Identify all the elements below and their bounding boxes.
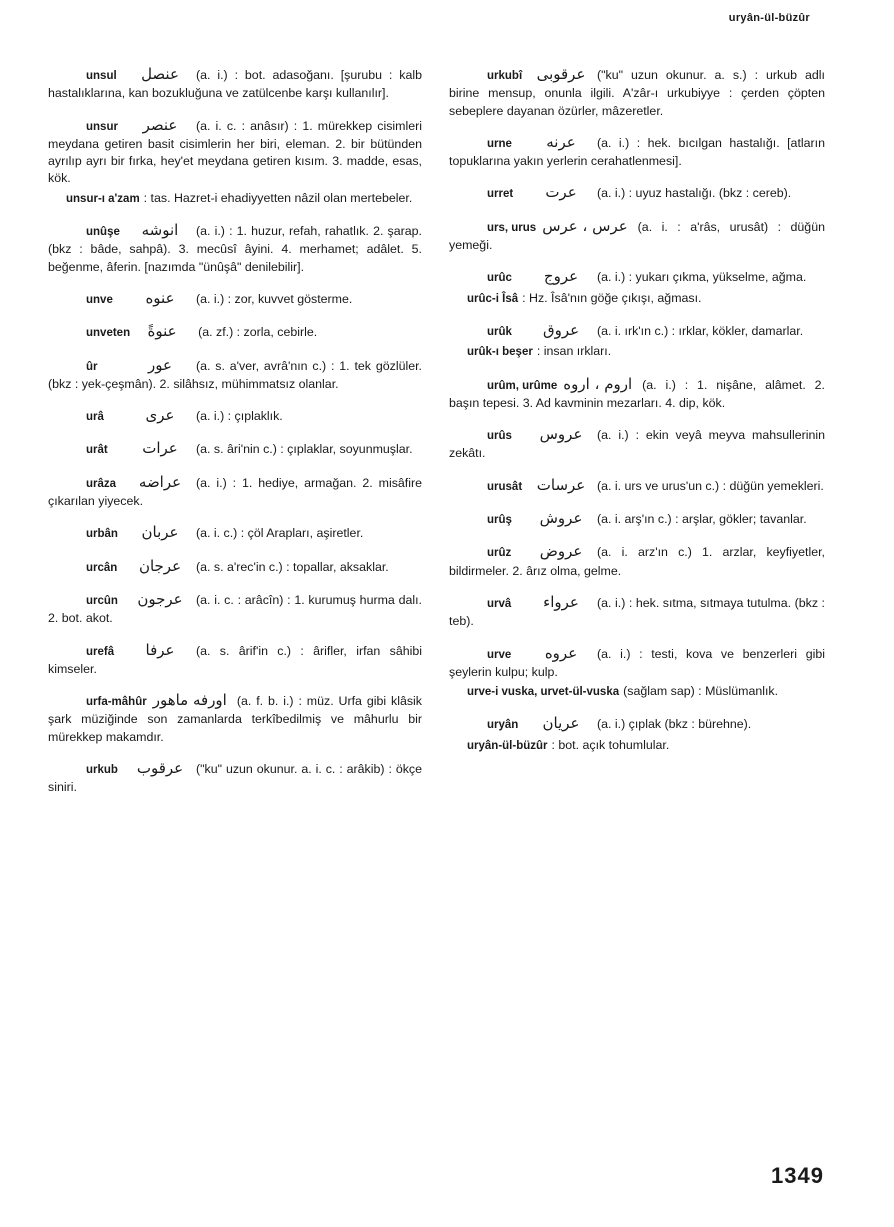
definition: (a. s. ârif'in c.) : ârifler, irfan sâhibi kimseler. <box>48 643 422 676</box>
definition: (a. zf.) : zorla, cebirle. <box>198 325 318 340</box>
arabic-script: عروج <box>543 267 579 286</box>
definition: (a. i.) : hek. bıcılgan hastalığı. [atların topuklarına yakın yerlerin cerahatlenmesi]. <box>449 135 825 169</box>
definition: (a. i.) : ekin veyâ meyva mahsullerinin zekâtı. <box>449 428 825 461</box>
headword: urûş <box>487 514 512 527</box>
arabic-script: عربان <box>141 523 179 542</box>
definition: : Hz. Îsâ'nın göğe çıkışı, ağması. <box>522 290 702 305</box>
definition: (a. i. c. : arâcîn) : 1. kurumuş hurma dalı. 2. bot. akot. <box>48 592 422 626</box>
definition: (a. i.) : bot. adasoğanı. [şurubu : kalb hastalıklarına, kan bozukluğuna ve zatülcenbe karşı kullanılır]. <box>48 68 422 101</box>
headword: urvâ <box>487 597 512 610</box>
definition: (a. i. urs ve urus'un c.) : düğün yemekleri. <box>597 478 824 493</box>
headword: uryân <box>487 719 519 732</box>
headword: unsul <box>86 70 117 82</box>
dictionary-entry <box>48 357 422 394</box>
sub-entry <box>449 343 825 361</box>
headword: urve <box>487 648 512 661</box>
arabic-script: عروس <box>539 425 583 444</box>
definition: : bot. açık tohumlular. <box>551 737 670 752</box>
arabic-script: عرت <box>545 183 577 202</box>
definition: (a. i. c. : anâsır) : 1. mürekkep cisimleri meydana getiren basit cisimlerin her biri, eleman. 2. bir bütünden ayrılıp ayrı bir fırka, hey'et meydana getiren kısım. 3. madde, esas, kök. <box>48 118 422 186</box>
arabic-script: عروش <box>539 509 583 528</box>
definition: (a. i.) çıplak (bkz : bürehne). <box>597 717 752 732</box>
arabic-script: اورفه ماهور <box>152 691 227 710</box>
definition: (a. s. âri'nin c.) : çıplaklar, soyunmuşlar. <box>196 442 413 457</box>
headword: urusât <box>487 480 523 493</box>
headword: urret <box>487 188 514 201</box>
arabic-script: عرقوب <box>136 759 184 778</box>
dictionary-entry <box>48 222 422 276</box>
arabic-script: عور <box>148 355 172 374</box>
headword: unûşe <box>86 226 120 239</box>
dictionary-entry <box>449 510 825 529</box>
dictionary-entry <box>449 645 825 682</box>
dictionary-entry <box>449 218 825 255</box>
arabic-script: اروم ، اروه <box>563 374 633 393</box>
headword: urûs <box>487 430 512 443</box>
sub-headword: urûc-i Îsâ <box>467 292 519 305</box>
definition: (a. i.) : yukarı çıkma, yükselme, ağma. <box>597 270 807 285</box>
dictionary-entry <box>449 426 825 463</box>
headword: urûk <box>487 325 512 338</box>
definition: (a. i.) : zor, kuvvet gösterme. <box>196 291 353 306</box>
dictionary-entry <box>48 591 422 628</box>
dictionary-entry <box>48 440 422 459</box>
headword: urûm, urûme <box>487 379 558 392</box>
definition: (a. i.) : çıplaklık. <box>196 409 283 424</box>
sub-headword: uryân-ül-büzûr <box>467 739 548 752</box>
arabic-script: عرسات <box>536 475 586 494</box>
dictionary-entry <box>449 543 825 580</box>
dictionary-entry <box>48 692 422 746</box>
arabic-script: عرى <box>145 406 175 425</box>
definition: (a. i.) : 1. huzur, refah, rahatlık. 2. şarap. (bkz : bâde, sahpâ). 3. mecûsî âyini. 4. merhamet; adâlet. 5. beğenme, âferin. [nazımda "ünûşâ" denilebilir]. <box>48 224 422 274</box>
definition: : insan ırkları. <box>536 344 612 359</box>
headword: unve <box>86 293 113 306</box>
dictionary-entry <box>48 407 422 426</box>
arabic-script: عرفا <box>145 640 175 659</box>
definition: (a. i. arz'ın c.) 1. arzlar, keyfiyetler, bildirmeler. 2. ârız olma, gelme. <box>449 545 825 578</box>
page-number: 1349 <box>771 1163 824 1188</box>
definition: (a. i.) : 1. hediye, armağan. 2. misâfire çıkarılan yiyecek. <box>48 475 422 509</box>
definition: (a. i. : a'râs, urusât) : düğün yemeği. <box>449 219 825 253</box>
arabic-script: عرقوبى <box>536 65 586 83</box>
headword: urcân <box>86 561 118 574</box>
arabic-script: عرنه <box>546 132 576 151</box>
sub-entry <box>449 683 825 701</box>
arabic-script: عنوةً <box>147 322 177 341</box>
arabic-script: عرجون <box>137 589 183 608</box>
sub-headword: urve-i vuska, urvet-ül-vuska <box>467 686 620 699</box>
definition: (a. i.) : 1. nişâne, alâmet. 2. başın tepesi. 3. Ad kavminin mezarları. 4. dip, kök. <box>449 377 825 410</box>
definition: (sağlam sap) : Müslümanlık. <box>623 684 779 699</box>
arabic-script: عنصل <box>141 65 179 83</box>
headword: urât <box>86 444 108 457</box>
arabic-script: عرات <box>142 439 178 458</box>
headword: urûz <box>487 547 512 560</box>
headword: unsur <box>86 120 118 133</box>
definition: : tas. Hazret-i ehadiyyetten nâzil olan mertebeler. <box>143 190 413 205</box>
headword: urkub <box>86 764 118 777</box>
dictionary-entry <box>449 322 825 341</box>
dictionary-entry <box>449 594 825 631</box>
left-column <box>48 66 422 811</box>
definition: (a. i. c.) : çöl Arapları, aşiretler. <box>196 526 364 541</box>
headword: urne <box>487 137 512 150</box>
definition: (a. s. a'ver, avrâ'nın c.) : 1. tek gözlüler. (bkz : yek-çeşmân). 2. silâhsız, mühimmatsız olanlar. <box>48 358 422 391</box>
definition: ("ku" uzun okunur. a. i. c. : arâkib) : ökçe siniri. <box>48 762 422 795</box>
arabic-script: عرجان <box>138 556 182 575</box>
sub-entry <box>48 190 422 208</box>
sub-entry <box>449 290 825 308</box>
dictionary-entry <box>449 376 825 413</box>
dictionary-entry <box>48 474 422 511</box>
dictionary-entry <box>48 290 422 309</box>
sub-headword: urûk-ı beşer <box>467 346 533 359</box>
definition: (a. i.) : hek. sıtma, sıtmaya tutulma. (bkz : teb). <box>449 595 825 629</box>
definition: ("ku" uzun okunur. a. s.) : urkub adlı birine mensup, onunla ilgili. A'zâr-ı urkubiyye : çerden çöpten sebeplere dayanan özürler, mâzeretler. <box>449 68 825 118</box>
headword: urbân <box>86 528 118 541</box>
headword: urefâ <box>86 645 115 658</box>
dictionary-entry <box>48 642 422 679</box>
right-column <box>449 66 825 769</box>
dictionary-entry <box>449 184 825 203</box>
dictionary-entry <box>48 117 422 188</box>
dictionary-entry <box>48 760 422 797</box>
headword: ûr <box>86 360 98 373</box>
dictionary-entry <box>449 715 825 734</box>
arabic-script: عريان <box>542 714 580 733</box>
arabic-script: عنصر <box>142 115 178 134</box>
definition: (a. s. a'rec'in c.) : topallar, aksaklar. <box>196 559 389 574</box>
dictionary-entry <box>48 323 422 342</box>
headword: urkubî <box>487 70 523 82</box>
dictionary-entry <box>449 134 825 171</box>
headword: unveten <box>86 327 131 340</box>
arabic-script: انوشه <box>141 221 179 240</box>
arabic-script: عروق <box>542 320 580 339</box>
sub-headword: unsur-ı a'zam <box>66 192 140 205</box>
arabic-script: عراضه <box>138 472 182 491</box>
definition: (a. i. arş'ın c.) : arşlar, gökler; tavanlar. <box>597 512 807 527</box>
arabic-script: عرس ، عرس <box>542 216 628 235</box>
definition: (a. f. b. i.) : müz. Urfa gibi klâsik şark müziğinde son zamanlarda terkîbedilmiş ve mâhurlu bir mürekkep makamdır. <box>48 694 422 744</box>
dictionary-entry <box>48 524 422 543</box>
headword: urcûn <box>86 594 118 607</box>
definition: (a. i.) : uyuz hastalığı. (bkz : cereb). <box>597 186 792 201</box>
headword: urâ <box>86 411 104 424</box>
headword: urûc <box>487 272 512 285</box>
arabic-script: عنوه <box>145 288 175 307</box>
dictionary-entry <box>449 66 825 120</box>
definition: (a. i. ırk'ın c.) : ırklar, kökler, damarlar. <box>597 323 804 338</box>
definition: (a. i.) : testi, kova ve benzerleri gibi şeylerin kulpu; kulp. <box>449 646 825 679</box>
headword: urfa-mâhûr <box>86 696 147 709</box>
headword: urâza <box>86 477 117 490</box>
headword: urs, urus <box>487 221 537 234</box>
dictionary-entry <box>449 268 825 287</box>
dictionary-entry <box>48 558 422 577</box>
dictionary-entry <box>449 477 825 496</box>
running-header: uryân-ül-büzûr <box>728 12 810 24</box>
arabic-script: عرواء <box>543 592 579 611</box>
arabic-script: عروه <box>544 643 578 662</box>
sub-entry <box>449 737 825 755</box>
arabic-script: عروض <box>539 542 583 561</box>
dictionary-entry <box>48 66 422 103</box>
